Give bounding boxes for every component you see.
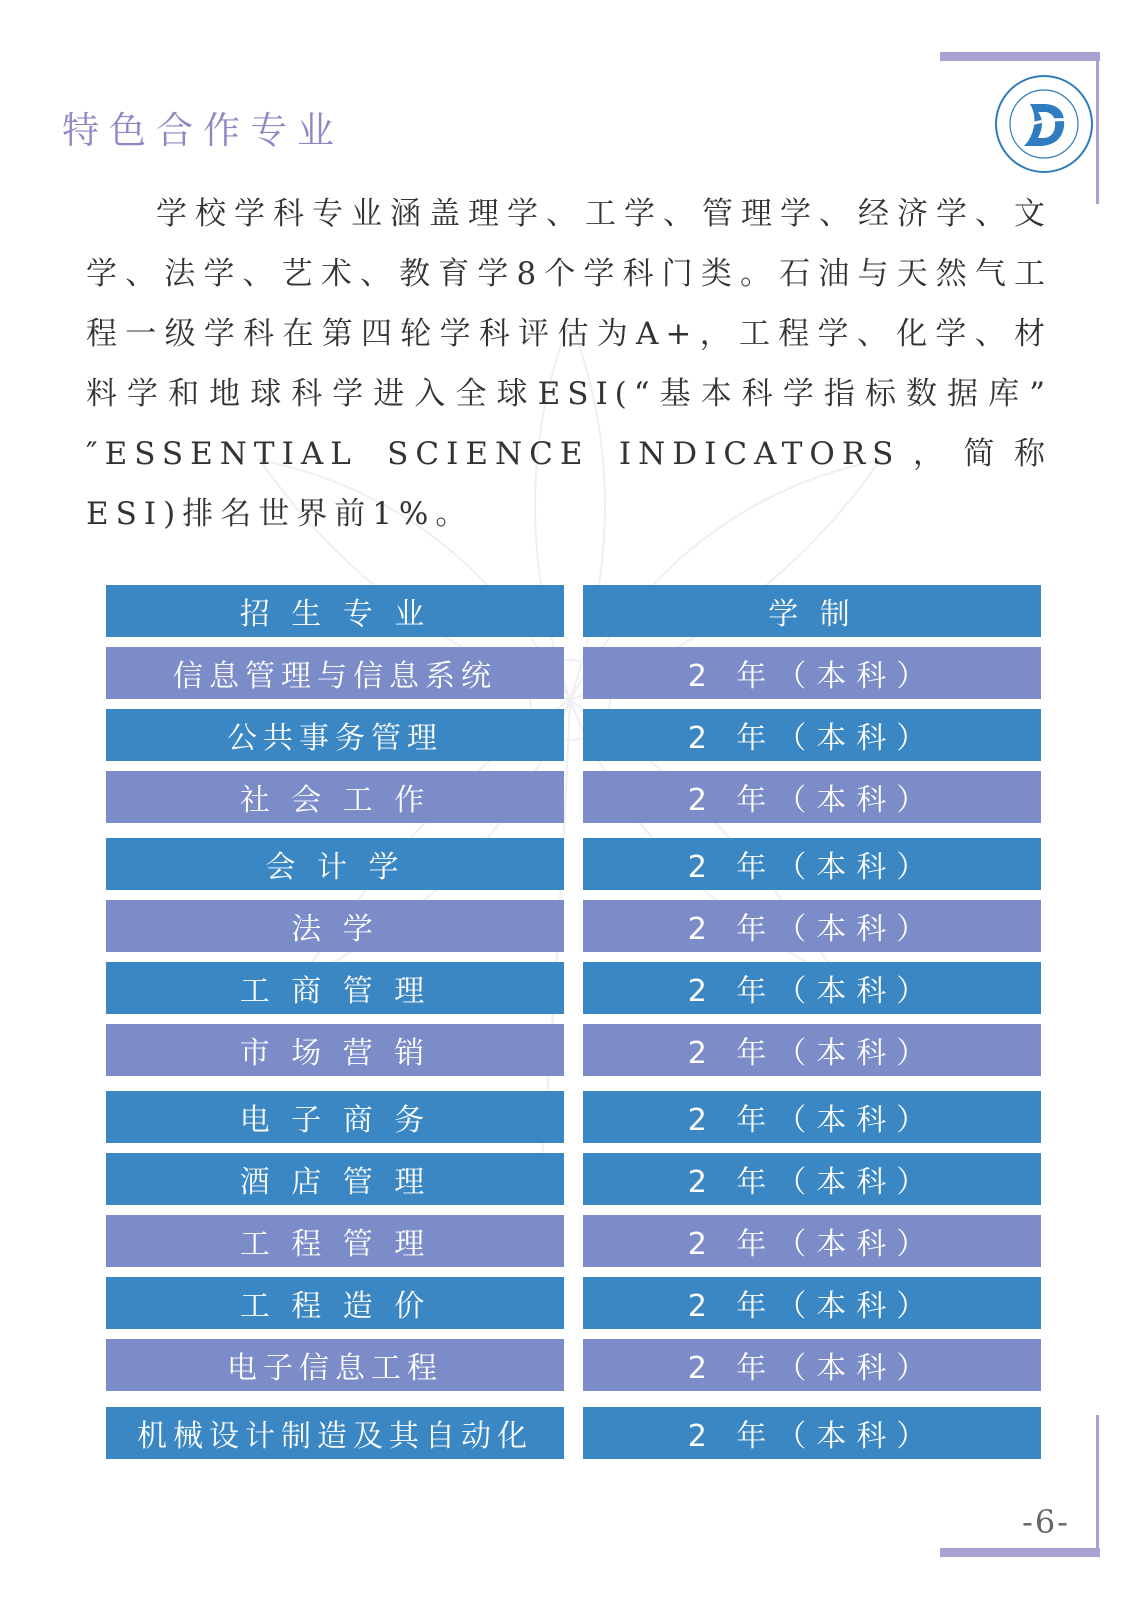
table-header-duration <box>583 585 1041 637</box>
major-name: 酒 店 管 理 <box>239 1165 431 1200</box>
table-row-duration <box>583 962 1041 1014</box>
table-row-duration <box>583 1153 1041 1205</box>
table-header-major <box>106 585 564 637</box>
duration-value: 2 年（本科） <box>687 850 937 885</box>
table-row-duration <box>583 1277 1041 1329</box>
duration-value: 2 年（本科） <box>687 1419 937 1454</box>
duration-value: 2 年（本科） <box>687 974 937 1009</box>
table-row-major <box>106 1339 564 1391</box>
table-row-major <box>106 647 564 699</box>
major-name: 社 会 工 作 <box>239 783 431 818</box>
duration-value: 2 年（本科） <box>687 912 937 947</box>
duration-value: 2 年（本科） <box>687 1165 937 1200</box>
duration-value: 2 年（本科） <box>687 659 937 694</box>
table-row-duration <box>583 709 1041 761</box>
top-decorative-line <box>1096 52 1099 204</box>
table-row-major <box>106 1277 564 1329</box>
major-name: 工 程 造 价 <box>239 1289 431 1324</box>
table-row-major <box>106 962 564 1014</box>
table-row-duration <box>583 1215 1041 1267</box>
table-row-duration <box>583 771 1041 823</box>
table-row-duration <box>583 838 1041 890</box>
duration-value: 2 年（本科） <box>687 1036 937 1071</box>
table-row-major <box>106 709 564 761</box>
table-row-major <box>106 1407 564 1459</box>
page-number: -6- <box>1022 1503 1070 1541</box>
table-header-major-label: 招 生 专 业 <box>239 597 431 632</box>
major-name: 市 场 营 销 <box>239 1036 431 1071</box>
major-name: 工 商 管 理 <box>239 974 431 1009</box>
table-row-duration <box>583 1407 1041 1459</box>
intro-paragraph: 学校学科专业涵盖理学、工学、管理学、经济学、文学、法学、艺术、教育学8个学科门类。石油与天然气工程一级学科在第四轮学科评估为A+，工程学、化学、材料学和地球科学进入全球ESI(“基本科学指标数据库” ″ESSENTIAL SCIENCE INDICATORS，简称ESI)排名世界前1%。 <box>86 196 1052 532</box>
bottom-decorative-bar <box>940 1548 1100 1557</box>
section-heading: 特色合作专业 <box>62 109 344 152</box>
table-row-major <box>106 1215 564 1267</box>
major-name: 公共事务管理 <box>227 721 443 756</box>
table-row-major <box>106 771 564 823</box>
top-decorative-bar <box>940 52 1100 61</box>
duration-value: 2 年（本科） <box>687 1351 937 1386</box>
duration-value: 2 年（本科） <box>687 783 937 818</box>
major-name: 电子信息工程 <box>227 1351 443 1386</box>
major-name: 工 程 管 理 <box>239 1227 431 1262</box>
table-header-duration-label: 学 制 <box>768 597 856 632</box>
table-row-duration <box>583 900 1041 952</box>
major-name: 会 计 学 <box>265 850 405 885</box>
bottom-decorative-line <box>1096 1415 1099 1557</box>
table-row-duration <box>583 647 1041 699</box>
table-row-duration <box>583 1024 1041 1076</box>
major-name: 法 学 <box>291 912 379 947</box>
duration-value: 2 年（本科） <box>687 1289 937 1324</box>
table-row-major <box>106 900 564 952</box>
duration-value: 2 年（本科） <box>687 1103 937 1138</box>
table-row-duration <box>583 1339 1041 1391</box>
duration-value: 2 年（本科） <box>687 721 937 756</box>
table-row-major <box>106 838 564 890</box>
table-row-major <box>106 1091 564 1143</box>
major-name: 机械设计制造及其自动化 <box>137 1419 533 1454</box>
table-row-major <box>106 1153 564 1205</box>
major-name: 信息管理与信息系统 <box>173 659 497 694</box>
university-logo <box>994 74 1094 174</box>
table-row-major <box>106 1024 564 1076</box>
table-row-duration <box>583 1091 1041 1143</box>
duration-value: 2 年（本科） <box>687 1227 937 1262</box>
major-name: 电 子 商 务 <box>239 1103 431 1138</box>
